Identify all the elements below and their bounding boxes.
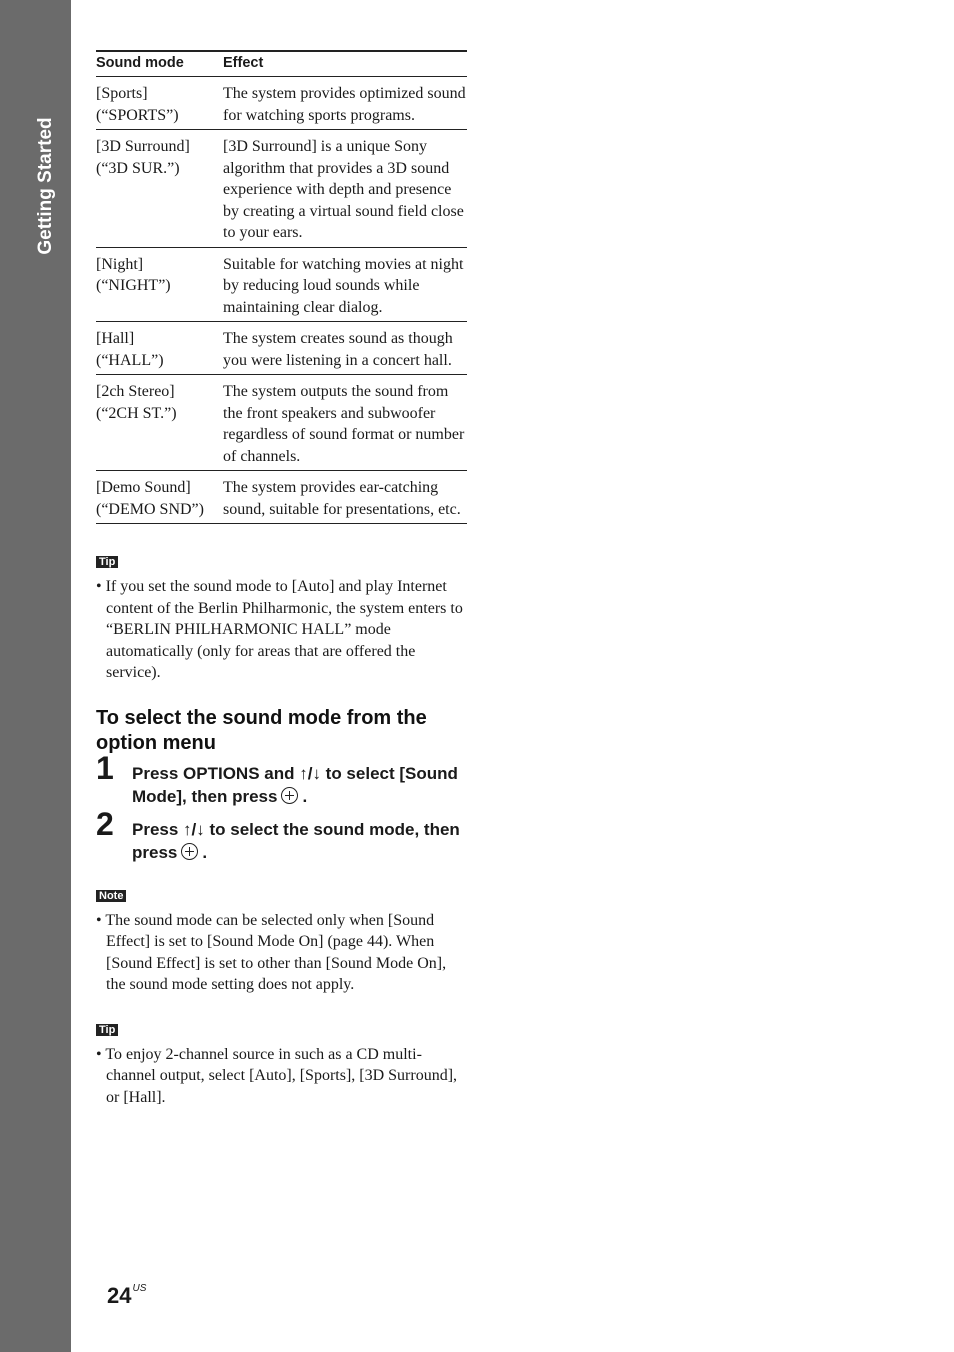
page-region-suffix: US [132, 1283, 147, 1294]
tip-block [96, 552, 467, 684]
step-instruction [132, 818, 467, 864]
mode-cell [96, 247, 223, 322]
mode-cell [96, 130, 223, 248]
table-row [96, 77, 467, 130]
mode-name: [Demo Sound] [96, 479, 191, 496]
mode-cell [96, 375, 223, 471]
step-instruction [132, 762, 467, 808]
tip-badge: Tip [96, 556, 118, 568]
mode-display: (“NIGHT”) [96, 277, 171, 294]
table-row [96, 247, 467, 322]
effect-cell: The system creates sound as though you were listening in a concert hall. [223, 322, 467, 375]
page-number [107, 1283, 146, 1309]
effect-cell: The system outputs the sound from the front speakers and subwoofer regardless of sound format or number of channels. [223, 375, 467, 471]
section-label: Getting Started [35, 117, 56, 255]
table-row [96, 471, 467, 524]
step-number: 2 [96, 805, 114, 842]
page-number-value: 24 [107, 1283, 132, 1308]
table-row [96, 130, 467, 248]
step-2 [96, 805, 467, 864]
mode-display: (“2CH ST.”) [96, 404, 177, 422]
mode-display: (“DEMO SND”) [96, 500, 204, 518]
step-text-end: . [202, 842, 208, 862]
mode-display: (“HALL”) [96, 351, 164, 369]
mode-cell [96, 322, 223, 375]
enter-button-icon [181, 843, 198, 860]
mode-name: [Hall] [96, 330, 135, 347]
mode-name: [3D Surround] [96, 138, 190, 155]
tip-block [96, 1020, 467, 1109]
tip-text: • To enjoy 2-channel source in such as a CD multi-channel output, select [Auto], [Sports], [3D Surround], or [Hall]. [96, 1045, 458, 1106]
note-badge: Note [96, 890, 126, 902]
table-row [96, 375, 467, 471]
tip-text: • If you set the sound mode to [Auto] and play Internet content of the Berlin Philharmonic, the system enters to “BERLIN PHILHARMONIC HALL” mode automatically (only for areas that are offered the service). [96, 578, 463, 681]
step-number: 1 [96, 749, 114, 786]
sound-mode-table [96, 50, 467, 524]
page-content [96, 50, 467, 1108]
column-header: Effect [223, 51, 467, 77]
table-header-row [96, 51, 467, 77]
note-text: • The sound mode can be selected only when [Sound Effect] is set to [Sound Mode On] (page 44). When [Sound Effect] is set to other than [Sound Mode On], the sound mode setting does not apply. [96, 911, 447, 993]
mode-name: [Night] [96, 255, 144, 273]
step-text-main: Press OPTIONS and ↑/↓ to select [Sound Mode], then press [132, 763, 458, 806]
mode-name: [2ch Stereo] [96, 383, 175, 400]
effect-cell: Suitable for watching movies at night by reducing loud sounds while maintaining clear dialog. [223, 247, 467, 322]
mode-display: (“3D SUR.”) [96, 159, 180, 177]
section-heading: To select the sound mode from the option menu [96, 706, 427, 754]
enter-button-icon [281, 787, 298, 804]
note-block [96, 886, 467, 996]
step-1 [96, 749, 467, 808]
mode-cell [96, 471, 223, 524]
effect-cell: The system provides ear-catching sound, suitable for presentations, etc. [223, 471, 467, 524]
table-row [96, 322, 467, 375]
mode-cell [96, 77, 223, 130]
tip-badge: Tip [96, 1024, 118, 1036]
step-text-main: Press ↑/↓ to select the sound mode, then press [132, 819, 460, 862]
effect-cell: The system provides optimized sound for watching sports programs. [223, 77, 467, 130]
effect-cell: [3D Surround] is a unique Sony algorithm that provides a 3D sound experience with depth and presence by creating a virtual sound field close to your ears. [223, 130, 467, 248]
mode-name: [Sports] [96, 85, 148, 102]
column-header: Sound mode [96, 51, 223, 77]
mode-display: (“SPORTS”) [96, 106, 179, 124]
step-text-end: . [302, 786, 308, 806]
side-tab [0, 0, 71, 1352]
